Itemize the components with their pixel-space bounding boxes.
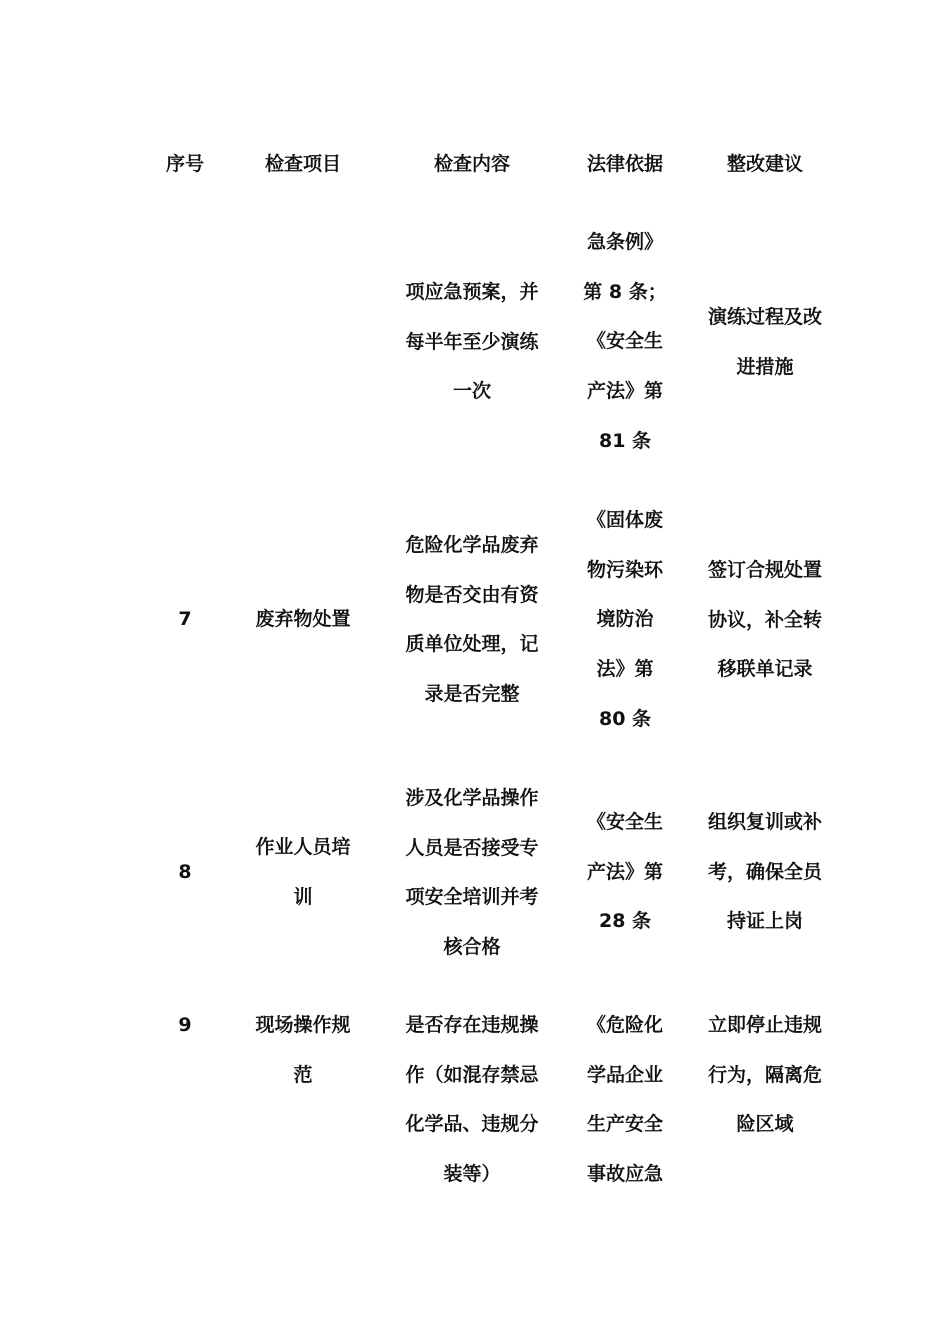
rectification-advice-cell: 立即停止违规 行为，隔离危 险区域 bbox=[707, 1014, 822, 1136]
inspection-item-cell: 废弃物处置 bbox=[255, 608, 351, 630]
inspection-content-cell: 涉及化学品操作 人员是否接受专 项安全培训并考 核合格 bbox=[405, 787, 539, 959]
header-inspection-item: 检查项目 bbox=[264, 153, 341, 175]
inspection-content-cell: 危险化学品废弃 物是否交由有资 质单位处理，记 录是否完整 bbox=[405, 534, 539, 706]
serial-no-cell: 8 bbox=[178, 861, 192, 883]
header-legal-basis: 法律依据 bbox=[586, 153, 663, 175]
header-serial-no: 序号 bbox=[165, 153, 204, 175]
rectification-advice-cell: 签订合规处置 协议，补全转 移联单记录 bbox=[707, 559, 822, 681]
inspection-item-cell: 作业人员培 训 bbox=[255, 836, 351, 908]
serial-no-cell: 7 bbox=[178, 608, 192, 630]
serial-no-cell: 9 bbox=[178, 1014, 192, 1036]
inspection-content-cell: 是否存在违规操 作（如混存禁忌 化学品、违规分 装等） bbox=[405, 1014, 539, 1186]
rectification-advice-cell: 组织复训或补 考，确保全员 持证上岗 bbox=[707, 811, 822, 933]
rectification-advice-cell: 演练过程及改 进措施 bbox=[707, 306, 822, 378]
legal-basis-cell: 急条例》 第 8 条； 《安全生 产法》第 81 条 bbox=[583, 231, 667, 452]
legal-basis-cell: 《固体废 物污染环 境防治 法》第 80 条 bbox=[586, 509, 663, 730]
inspection-content-cell: 项应急预案，并 每半年至少演练 一次 bbox=[405, 281, 539, 403]
inspection-item-cell: 现场操作规 范 bbox=[255, 1014, 351, 1086]
legal-basis-cell: 《危险化 学品企业 生产安全 事故应急 bbox=[586, 1014, 663, 1186]
header-rectification-advice: 整改建议 bbox=[726, 153, 803, 175]
legal-basis-cell: 《安全生 产法》第 28 条 bbox=[586, 811, 663, 933]
header-inspection-content: 检查内容 bbox=[433, 153, 510, 175]
